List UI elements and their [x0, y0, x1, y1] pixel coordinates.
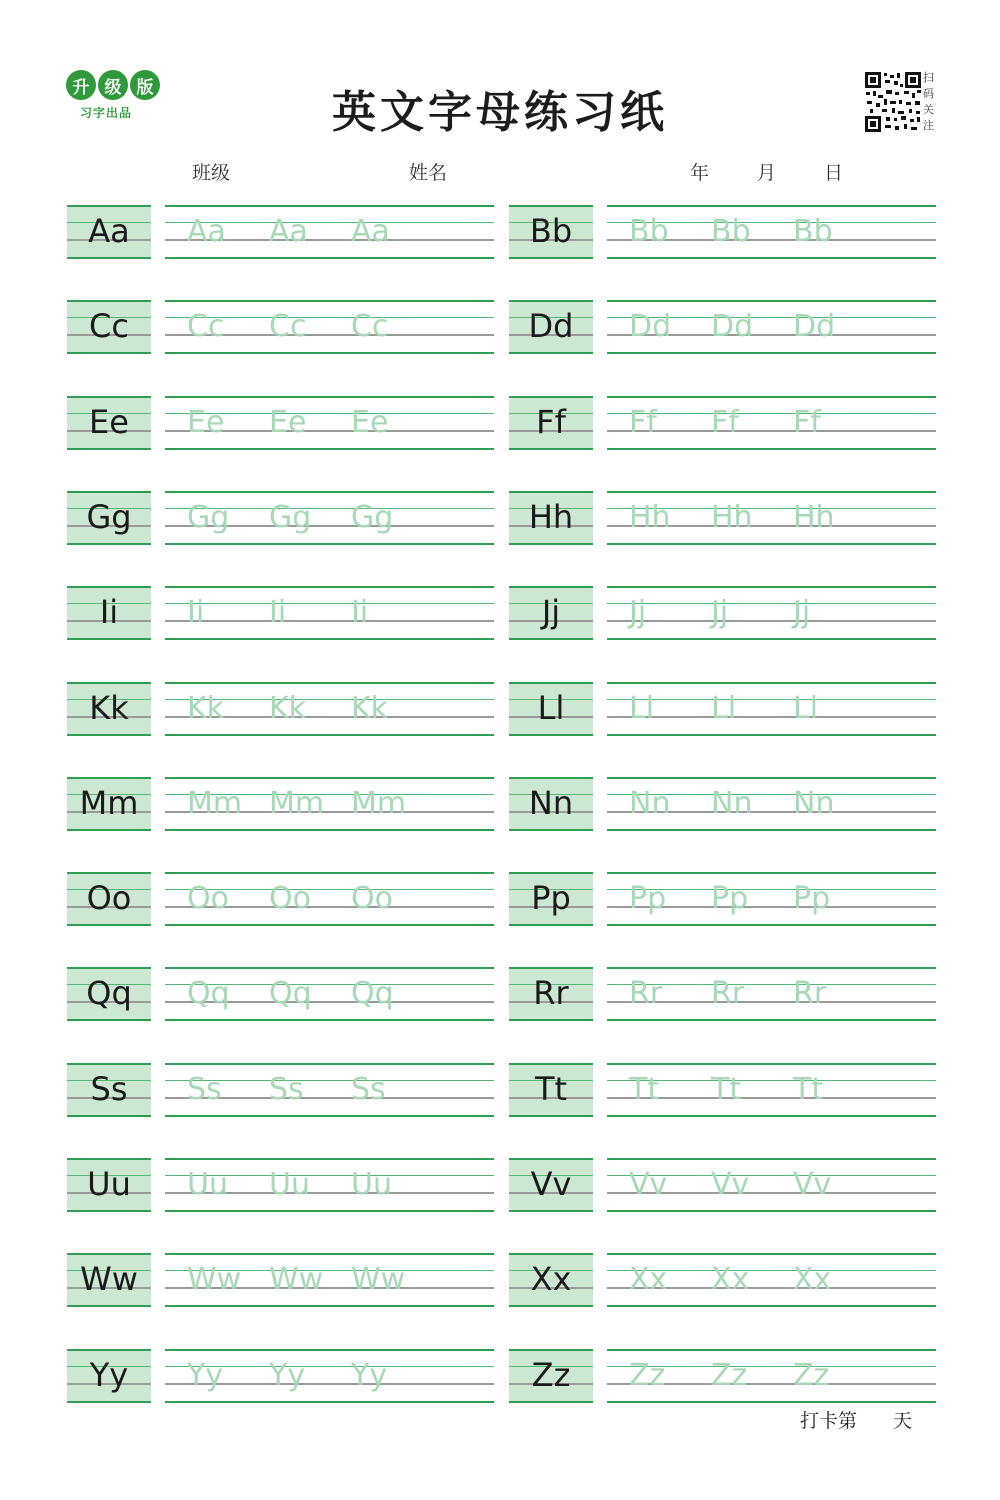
trace-letters: Pp [793, 881, 831, 916]
guide-line [509, 1158, 593, 1160]
practice-lines[interactable] [165, 205, 494, 259]
model-letters: Ff [536, 403, 566, 441]
guide-line [607, 620, 936, 622]
guide-line [509, 1401, 593, 1403]
guide-line [165, 1401, 494, 1403]
trace-letters: Mm [269, 786, 325, 821]
trace-letters: Ss [187, 1072, 222, 1107]
trace-letters: Uu [269, 1167, 310, 1202]
model-letters: Ii [99, 593, 119, 631]
practice-lines[interactable] [165, 872, 494, 926]
guide-line [67, 300, 151, 302]
model-letter-box [509, 300, 593, 354]
month-label: 月 [757, 162, 777, 184]
practice-lines[interactable] [165, 1253, 494, 1307]
model-letter-box [67, 205, 151, 259]
guide-line [165, 682, 494, 684]
guide-line [67, 638, 151, 640]
guide-line [165, 829, 494, 831]
model-letters: Vv [530, 1165, 572, 1203]
guide-line [165, 205, 494, 207]
trace-letters: Ll [629, 691, 655, 726]
trace-letters: Cc [351, 309, 389, 344]
trace-letters: Dd [793, 309, 836, 344]
model-letter-box [509, 872, 593, 926]
practice-lines[interactable] [607, 1349, 936, 1403]
guide-line [165, 734, 494, 736]
guide-line [607, 1253, 936, 1255]
trace-letters: Hh [711, 500, 753, 535]
guide-line [607, 716, 936, 718]
trace-letters: Cc [187, 309, 225, 344]
trace-letters: Vv [629, 1167, 668, 1202]
trace-letters: Ll [711, 691, 737, 726]
guide-line [165, 1253, 494, 1255]
trace-letters: Hh [793, 500, 835, 535]
guide-line [607, 777, 936, 779]
guide-line [165, 620, 494, 622]
class-label: 班级 [192, 162, 231, 184]
practice-lines[interactable] [607, 777, 936, 831]
practice-lines[interactable] [607, 205, 936, 259]
guide-line [165, 257, 494, 259]
guide-line [67, 924, 151, 926]
guide-line [607, 448, 936, 450]
practice-lines[interactable] [165, 682, 494, 736]
model-letter-box [67, 1349, 151, 1403]
guide-line [607, 872, 936, 874]
guide-line [165, 448, 494, 450]
guide-line [67, 1063, 151, 1065]
trace-letters: Hh [629, 500, 671, 535]
trace-letters: Pp [711, 881, 749, 916]
guide-line [165, 1210, 494, 1212]
model-letter-box [509, 1253, 593, 1307]
guide-line [67, 352, 151, 354]
guide-line [165, 1305, 494, 1307]
trace-letters: Kk [269, 691, 307, 726]
guide-line [607, 300, 936, 302]
guide-line [509, 1210, 593, 1212]
guide-line [165, 352, 494, 354]
trace-letters: Bb [629, 214, 669, 249]
practice-lines[interactable] [607, 586, 936, 640]
trace-letters: Dd [711, 309, 754, 344]
guide-line [67, 967, 151, 969]
guide-line [67, 448, 151, 450]
checkin-footer [800, 1406, 912, 1433]
guide-line [165, 1115, 494, 1117]
practice-lines[interactable] [607, 1253, 936, 1307]
trace-letters: Aa [269, 214, 308, 249]
checkin-suffix: 天 [893, 1410, 913, 1432]
guide-line [509, 491, 593, 493]
guide-line [607, 1210, 936, 1212]
guide-line [67, 1253, 151, 1255]
trace-letters: Kk [351, 691, 389, 726]
guide-line [509, 829, 593, 831]
guide-line [509, 543, 593, 545]
trace-letters: Tt [793, 1072, 824, 1107]
practice-lines[interactable] [607, 682, 936, 736]
guide-line [67, 682, 151, 684]
guide-line [67, 872, 151, 874]
name-label: 姓名 [409, 162, 448, 184]
guide-line [509, 734, 593, 736]
trace-letters: Rr [711, 976, 745, 1011]
practice-lines[interactable] [607, 1063, 936, 1117]
guide-line [165, 777, 494, 779]
logo-subtitle: 习字出品 [80, 106, 133, 120]
trace-letters: Ww [187, 1262, 242, 1297]
guide-line [607, 491, 936, 493]
guide-line [607, 543, 936, 545]
trace-letters: Ee [269, 405, 307, 440]
guide-line [509, 257, 593, 259]
guide-line [165, 967, 494, 969]
guide-line [67, 1210, 151, 1212]
trace-letters: Ww [269, 1262, 324, 1297]
qr-caption [923, 70, 937, 134]
practice-lines[interactable] [607, 967, 936, 1021]
logo-badge: 版 [130, 70, 160, 100]
trace-letters: Ff [629, 405, 657, 440]
practice-lines[interactable] [607, 300, 936, 354]
trace-letters: Ee [187, 405, 225, 440]
trace-letters: Uu [187, 1167, 228, 1202]
practice-lines[interactable] [607, 1158, 936, 1212]
qr-caption-char: 关 [923, 103, 934, 116]
checkin-prefix: 打卡第 [800, 1410, 858, 1432]
trace-letters: Xx [629, 1262, 668, 1297]
trace-letters: Zz [793, 1358, 830, 1393]
practice-lines[interactable] [165, 967, 494, 1021]
model-letters: Rr [533, 974, 569, 1012]
trace-letters: Jj [711, 595, 729, 630]
trace-letters: Qq [351, 976, 394, 1011]
model-letters: Bb [529, 212, 573, 250]
trace-letters: Rr [793, 976, 827, 1011]
model-letters: Cc [89, 307, 129, 345]
trace-letters: Ff [711, 405, 739, 440]
guide-line [67, 257, 151, 259]
guide-line [607, 352, 936, 354]
guide-line [607, 603, 936, 604]
guide-line [165, 543, 494, 545]
trace-letters: Oo [187, 881, 229, 916]
trace-letters: Vv [793, 1167, 832, 1202]
guide-line [509, 1063, 593, 1065]
guide-line [509, 1115, 593, 1117]
guide-line [607, 967, 936, 969]
trace-letters: Aa [351, 214, 390, 249]
practice-lines[interactable] [165, 586, 494, 640]
guide-line [67, 1401, 151, 1403]
practice-lines[interactable] [165, 396, 494, 450]
guide-line [607, 1401, 936, 1403]
guide-line [67, 396, 151, 398]
guide-line [165, 300, 494, 302]
trace-letters: Rr [629, 976, 663, 1011]
trace-letters: Yy [351, 1358, 388, 1393]
guide-line [607, 734, 936, 736]
logo-badge: 升 [66, 70, 96, 100]
model-letter-box [509, 1063, 593, 1117]
guide-line [67, 491, 151, 493]
trace-letters: Pp [629, 881, 667, 916]
guide-line [607, 257, 936, 259]
trace-letters: Ww [351, 1262, 406, 1297]
trace-letters: Ii [351, 595, 369, 630]
model-letters: Pp [531, 879, 571, 917]
model-letter-box [67, 1158, 151, 1212]
guide-line [67, 777, 151, 779]
guide-line [509, 1019, 593, 1021]
trace-letters: Oo [269, 881, 311, 916]
model-letters: Gg [86, 498, 132, 536]
trace-letters: Jj [629, 595, 647, 630]
model-letter-box [67, 586, 151, 640]
practice-lines[interactable] [607, 872, 936, 926]
trace-letters: Bb [711, 214, 751, 249]
trace-letters: Mm [351, 786, 407, 821]
trace-letters: Ll [793, 691, 819, 726]
guide-line [509, 872, 593, 874]
trace-letters: Vv [711, 1167, 750, 1202]
practice-lines[interactable] [607, 491, 936, 545]
trace-letters: Dd [629, 309, 672, 344]
guide-line [165, 491, 494, 493]
guide-line [509, 586, 593, 588]
guide-line [509, 777, 593, 779]
trace-letters: Ff [793, 405, 821, 440]
trace-letters: Uu [351, 1167, 392, 1202]
model-letters: Ww [80, 1260, 138, 1298]
guide-line [165, 1019, 494, 1021]
model-letter-box [509, 682, 593, 736]
guide-line [607, 1349, 936, 1351]
model-letters: Tt [534, 1070, 568, 1108]
guide-line [509, 924, 593, 926]
guide-line [607, 205, 936, 207]
guide-line [607, 829, 936, 831]
practice-lines[interactable] [165, 1063, 494, 1117]
day-label: 日 [824, 162, 844, 184]
trace-letters: Yy [269, 1358, 306, 1393]
model-letters: Zz [531, 1356, 571, 1394]
guide-line [509, 682, 593, 684]
qr-caption-char: 注 [923, 119, 934, 132]
guide-line [165, 396, 494, 398]
guide-line [67, 1305, 151, 1307]
guide-line [607, 638, 936, 640]
guide-line [509, 967, 593, 969]
model-letter-box [67, 872, 151, 926]
trace-letters: Qq [269, 976, 312, 1011]
model-letter-box [67, 300, 151, 354]
qr-caption-char: 码 [923, 87, 934, 100]
trace-letters: Jj [793, 595, 811, 630]
trace-letters: Tt [711, 1072, 742, 1107]
trace-letters: Nn [793, 786, 835, 821]
model-letters: Ss [90, 1070, 128, 1108]
guide-line [607, 1305, 936, 1307]
guide-line [67, 734, 151, 736]
model-letter-box [67, 777, 151, 831]
trace-letters: Gg [187, 500, 230, 535]
guide-line [607, 396, 936, 398]
model-letters: Jj [541, 593, 561, 631]
guide-line [509, 300, 593, 302]
guide-line [509, 352, 593, 354]
model-letter-box [509, 396, 593, 450]
practice-lines[interactable] [165, 777, 494, 831]
guide-line [67, 1115, 151, 1117]
guide-line [607, 682, 936, 684]
trace-letters: Ss [351, 1072, 386, 1107]
trace-letters: Xx [793, 1262, 832, 1297]
guide-line [607, 586, 936, 588]
model-letter-box [509, 1349, 593, 1403]
practice-lines[interactable] [165, 491, 494, 545]
model-letters: Oo [86, 879, 132, 917]
trace-letters: Nn [711, 786, 753, 821]
model-letter-box [509, 491, 593, 545]
year-label: 年 [690, 162, 710, 184]
trace-letters: Xx [711, 1262, 750, 1297]
guide-line [509, 448, 593, 450]
model-letters: Kk [89, 689, 129, 727]
trace-letters: Nn [629, 786, 671, 821]
guide-line [607, 1158, 936, 1160]
guide-line [509, 396, 593, 398]
trace-letters: Aa [187, 214, 226, 249]
guide-line [165, 872, 494, 874]
trace-letters: Bb [793, 214, 833, 249]
model-letter-box [67, 1253, 151, 1307]
model-letter-box [67, 967, 151, 1021]
model-letter-box [509, 1158, 593, 1212]
guide-line [67, 586, 151, 588]
qr-code[interactable] [864, 71, 922, 133]
guide-line [165, 1063, 494, 1065]
guide-line [509, 1305, 593, 1307]
guide-line [509, 205, 593, 207]
trace-letters: Ee [351, 405, 389, 440]
model-letters: Hh [528, 498, 574, 536]
guide-line [67, 1158, 151, 1160]
model-letter-box [67, 1063, 151, 1117]
practice-lines[interactable] [165, 1349, 494, 1403]
model-letters: Aa [88, 212, 130, 250]
model-letters: Ll [537, 689, 565, 727]
guide-line [509, 638, 593, 640]
guide-line [607, 1019, 936, 1021]
model-letter-box [509, 967, 593, 1021]
guide-line [67, 543, 151, 545]
trace-letters: Gg [269, 500, 312, 535]
guide-line [509, 1253, 593, 1255]
guide-line [165, 1158, 494, 1160]
guide-line [165, 1349, 494, 1351]
guide-line [607, 924, 936, 926]
trace-letters: Ii [269, 595, 287, 630]
trace-letters: Yy [187, 1358, 224, 1393]
trace-letters: Cc [269, 309, 307, 344]
model-letters: Uu [87, 1165, 131, 1203]
trace-letters: Tt [629, 1072, 660, 1107]
model-letter-box [509, 586, 593, 640]
practice-lines[interactable] [165, 1158, 494, 1212]
guide-line [165, 638, 494, 640]
guide-line [67, 205, 151, 207]
trace-letters: Kk [187, 691, 225, 726]
guide-line [165, 924, 494, 926]
guide-line [67, 1349, 151, 1351]
trace-letters: Qq [187, 976, 230, 1011]
model-letters: Qq [86, 974, 132, 1012]
trace-letters: Gg [351, 500, 394, 535]
model-letters: Yy [89, 1356, 129, 1394]
qr-caption-char: 扫 [923, 71, 934, 84]
trace-letters: Oo [351, 881, 393, 916]
model-letter-box [509, 205, 593, 259]
trace-letters: Ss [269, 1072, 304, 1107]
model-letters: Xx [530, 1260, 572, 1298]
model-letters: Nn [528, 784, 574, 822]
trace-letters: Mm [187, 786, 243, 821]
guide-line [607, 699, 936, 700]
guide-line [165, 586, 494, 588]
guide-line [67, 829, 151, 831]
model-letter-box [509, 777, 593, 831]
model-letter-box [67, 396, 151, 450]
model-letter-box [67, 682, 151, 736]
model-letter-box [67, 491, 151, 545]
guide-line [165, 603, 494, 604]
page-title: 英文字母练习纸 [332, 87, 668, 138]
guide-line [607, 1063, 936, 1065]
practice-lines[interactable] [165, 300, 494, 354]
model-letters: Dd [528, 307, 574, 345]
guide-line [509, 1349, 593, 1351]
practice-lines[interactable] [607, 396, 936, 450]
model-letters: Ee [89, 403, 129, 441]
trace-letters: Zz [629, 1358, 666, 1393]
model-letters: Mm [79, 784, 139, 822]
guide-line [67, 1019, 151, 1021]
trace-letters: Zz [711, 1358, 748, 1393]
logo-badge: 级 [98, 70, 128, 100]
trace-letters: Ii [187, 595, 205, 630]
guide-line [607, 1115, 936, 1117]
